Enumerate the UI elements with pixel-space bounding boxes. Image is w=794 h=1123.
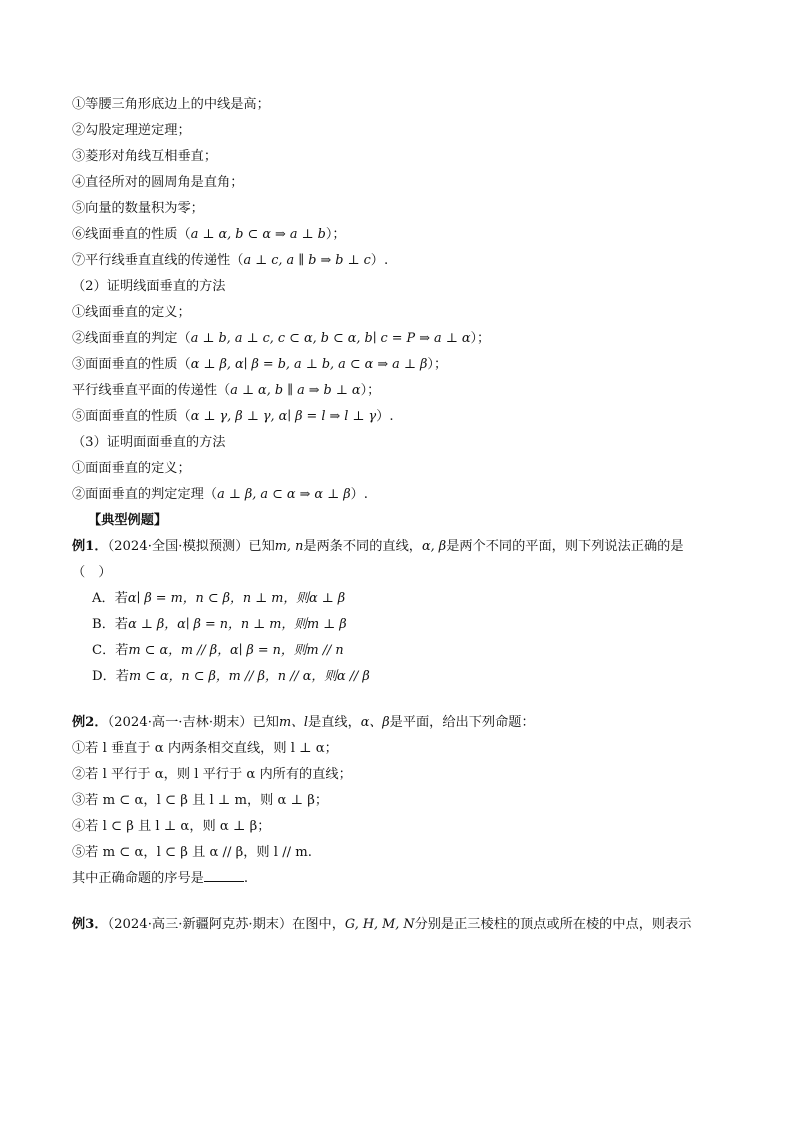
question-text: 其中正确命题的序号是	[72, 871, 204, 886]
math-expression: m, n	[274, 539, 304, 554]
math-expression: α、β	[360, 715, 390, 730]
item-suffix: ）.	[350, 487, 368, 502]
list-item	[72, 404, 722, 430]
proposition: ②若 l 平行于 α，则 l 平行于 α 内所有的直线；	[72, 767, 352, 782]
spacer	[72, 892, 722, 912]
example-source: （2024·高三·新疆阿克苏·期末）在图中，	[107, 917, 345, 932]
example-text: 是直线，	[308, 715, 361, 730]
math-expression: α, β	[422, 539, 447, 554]
example-source: （2024·高一·吉林·期末）已知	[107, 715, 279, 730]
example-label: 例3．	[72, 917, 108, 932]
section-heading: （2）证明线面垂直的方法	[72, 279, 226, 294]
section-heading: （3）证明面面垂直的方法	[72, 435, 226, 450]
option-body: α ⊥ β，α∣ β = n，n ⊥ m，则m ⊥ β	[128, 617, 347, 632]
item-suffix: ）.	[376, 409, 394, 424]
item-prefix: ⑦平行线垂直直线的传递性（	[72, 253, 244, 268]
item-suffix: ）；	[470, 331, 491, 346]
option-a	[72, 586, 722, 612]
option-body: m ⊂ α，m // β，α∣ β = n，则m // n	[128, 643, 344, 658]
list-item	[72, 482, 722, 508]
item-suffix: ）；	[427, 357, 448, 372]
answer-parentheses: （ ）	[72, 565, 112, 580]
list-item: ②勾股定理逆定理；	[72, 123, 191, 138]
item-prefix: ②面面垂直的判定定理（	[72, 487, 218, 502]
math-expression: α ⊥ γ, β ⊥ γ, α∣ β = l ⇒ l ⊥ γ	[190, 409, 377, 424]
math-expression: G, H, M, N	[344, 917, 415, 932]
math-expression: α ⊥ β, α∣ β = b, a ⊥ b, a ⊂ α ⇒ a ⊥ β	[190, 357, 428, 372]
option-c	[72, 638, 722, 664]
example-text: 分别是正三棱柱的顶点或所在棱的中点，则表示	[414, 917, 692, 932]
option-b	[72, 612, 722, 638]
option-d	[72, 664, 722, 690]
list-item: ①面面垂直的定义；	[72, 461, 191, 476]
proposition: ④若 l ⊂ β 且 l ⊥ α，则 α ⊥ β；	[72, 819, 271, 834]
list-item: ⑤向量的数量积为零；	[72, 201, 204, 216]
example-2-stem	[72, 710, 722, 736]
examples-heading: 【典型例题】	[88, 513, 168, 528]
example-text: 是两个不同的平面，则下列说法正确的是	[446, 539, 684, 554]
math-expression: a ⊥ β, a ⊂ α ⇒ α ⊥ β	[217, 487, 351, 502]
example-text: 是两条不同的直线，	[303, 539, 422, 554]
math-expression: a ⊥ c, a ∥ b ⇒ b ⊥ c	[243, 253, 371, 268]
option-label: A．若	[92, 591, 128, 606]
option-body: m ⊂ α，n ⊂ β，m // β，n // α，则α // β	[128, 669, 370, 684]
math-expression: a ⊥ α, b ∥ a ⇒ b ⊥ α	[230, 383, 361, 398]
question-suffix: .	[243, 871, 249, 886]
option-label: C．若	[92, 643, 129, 658]
answer-blank	[204, 867, 244, 882]
item-prefix: 平行线垂直平面的传递性（	[72, 383, 231, 398]
list-item	[72, 378, 722, 404]
item-suffix: ）；	[325, 227, 346, 242]
list-item: ①等腰三角形底边上的中线是高；	[72, 97, 270, 112]
math-expression: a ⊥ α, b ⊂ α ⇒ a ⊥ b	[190, 227, 326, 242]
option-label: D．若	[92, 669, 129, 684]
list-item	[72, 352, 722, 378]
option-label: B．若	[92, 617, 129, 632]
list-item: ③菱形对角线互相垂直；	[72, 149, 218, 164]
example-3-stem	[72, 912, 722, 938]
proposition: ⑤若 m ⊂ α，l ⊂ β 且 α // β，则 l // m.	[72, 845, 312, 860]
example-label: 例1．	[72, 539, 108, 554]
option-body: α∣ β = m，n ⊂ β，n ⊥ m，则α ⊥ β	[127, 591, 346, 606]
example-label: 例2．	[72, 715, 108, 730]
example-text: 是平面，给出下列命题：	[389, 715, 535, 730]
list-item: ①线面垂直的定义；	[72, 305, 191, 320]
math-expression: m、l	[278, 715, 309, 730]
spacer	[72, 690, 722, 710]
document-page	[72, 92, 722, 938]
item-prefix: ⑤面面垂直的性质（	[72, 409, 191, 424]
list-item	[72, 222, 722, 248]
proposition: ③若 m ⊂ α，l ⊂ β 且 l ⊥ m，则 α ⊥ β；	[72, 793, 329, 808]
math-expression: a ⊥ b, a ⊥ c, c ⊂ α, b ⊂ α, b∣ c = P ⇒ a ⊥ α	[190, 331, 471, 346]
list-item	[72, 326, 722, 352]
proposition: ①若 l 垂直于 α 内两条相交直线，则 l ⊥ α；	[72, 741, 338, 756]
example-source: （2024·全国·模拟预测）已知	[107, 539, 275, 554]
example-1-stem	[72, 534, 722, 560]
list-item: ④直径所对的圆周角是直角；	[72, 175, 244, 190]
item-prefix: ⑥线面垂直的性质（	[72, 227, 191, 242]
item-suffix: ）；	[360, 383, 381, 398]
item-suffix: ）.	[370, 253, 389, 268]
item-prefix: ②线面垂直的判定（	[72, 331, 191, 346]
item-prefix: ③面面垂直的性质（	[72, 357, 191, 372]
question-line	[72, 866, 722, 892]
list-item	[72, 248, 722, 274]
